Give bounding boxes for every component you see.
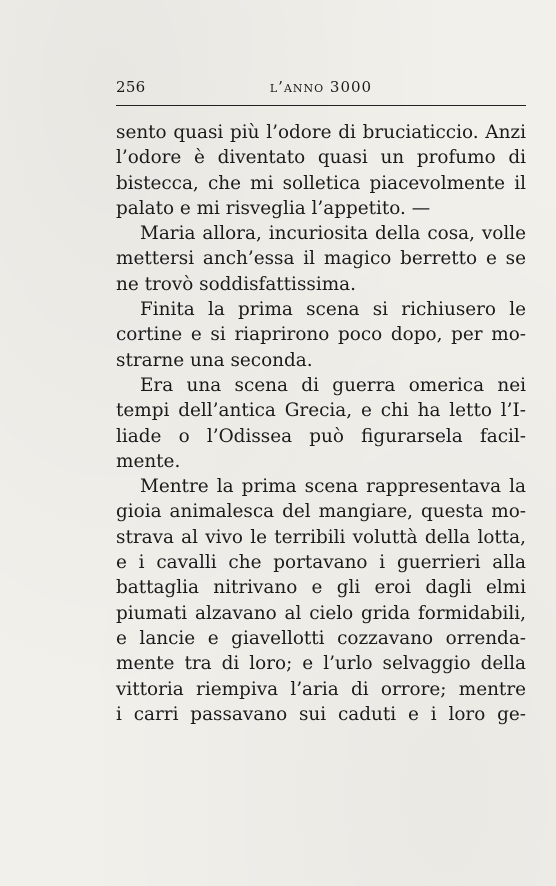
text-line: e i cavalli che portavano i guerrieri alla	[116, 552, 526, 574]
text-line: sento quasi più l’odore di bruciaticcio. Anzi	[116, 122, 526, 143]
running-title: l’anno 3000	[269, 78, 373, 96]
text-line: vittoria riempiva l’aria di orrore; mentre	[116, 678, 526, 700]
text-line: Finita la prima scena si richiusero le	[140, 299, 526, 321]
text-line: i carri passavano sui caduti e i loro ge-	[116, 703, 526, 725]
page-number: 256	[116, 78, 146, 96]
text-line: bistecca, che mi solletica piacevolmente il	[116, 172, 526, 194]
text-line: ne trovò soddisfattissima.	[116, 273, 356, 295]
text-line: e lancie e giavellotti cozzavano orrenda-	[116, 627, 526, 649]
text-line: l’odore è diventato quasi un profumo di	[116, 147, 526, 169]
text-line: Mentre la prima scena rappresentava la	[140, 476, 526, 498]
text-line: Era una scena di guerra omerica nei	[140, 374, 526, 396]
text-line: battaglia nitrivano e gli eroi dagli elmi	[116, 577, 526, 599]
text-line: cortine e si riaprirono poco dopo, per mo-	[116, 324, 526, 346]
text-line: piumati alzavano al cielo grida formidabili,	[116, 602, 526, 624]
text-line: Maria allora, incuriosita della cosa, volle	[140, 223, 526, 245]
text-line: palato e mi risveglia l’appetito. —	[116, 197, 431, 219]
running-head	[116, 78, 526, 98]
header-rule	[116, 105, 526, 106]
text-line: mettersi anch’essa il magico berretto e se	[116, 248, 526, 270]
text-line: mente tra di loro; e l’urlo selvaggio della	[116, 653, 526, 675]
text-line: strarne una seconda.	[116, 349, 313, 371]
text-line: mente.	[116, 450, 181, 472]
text-line: liade o l’Odissea può figurarsela facil-	[116, 425, 526, 447]
text-line: gioia animalesca del mangiare, questa mo-	[116, 501, 526, 523]
text-line: tempi dell’antica Grecia, e chi ha letto l’I-	[116, 400, 526, 422]
text-line: strava al vivo le terribili voluttà della lotta,	[116, 526, 526, 548]
body-text	[116, 120, 526, 727]
